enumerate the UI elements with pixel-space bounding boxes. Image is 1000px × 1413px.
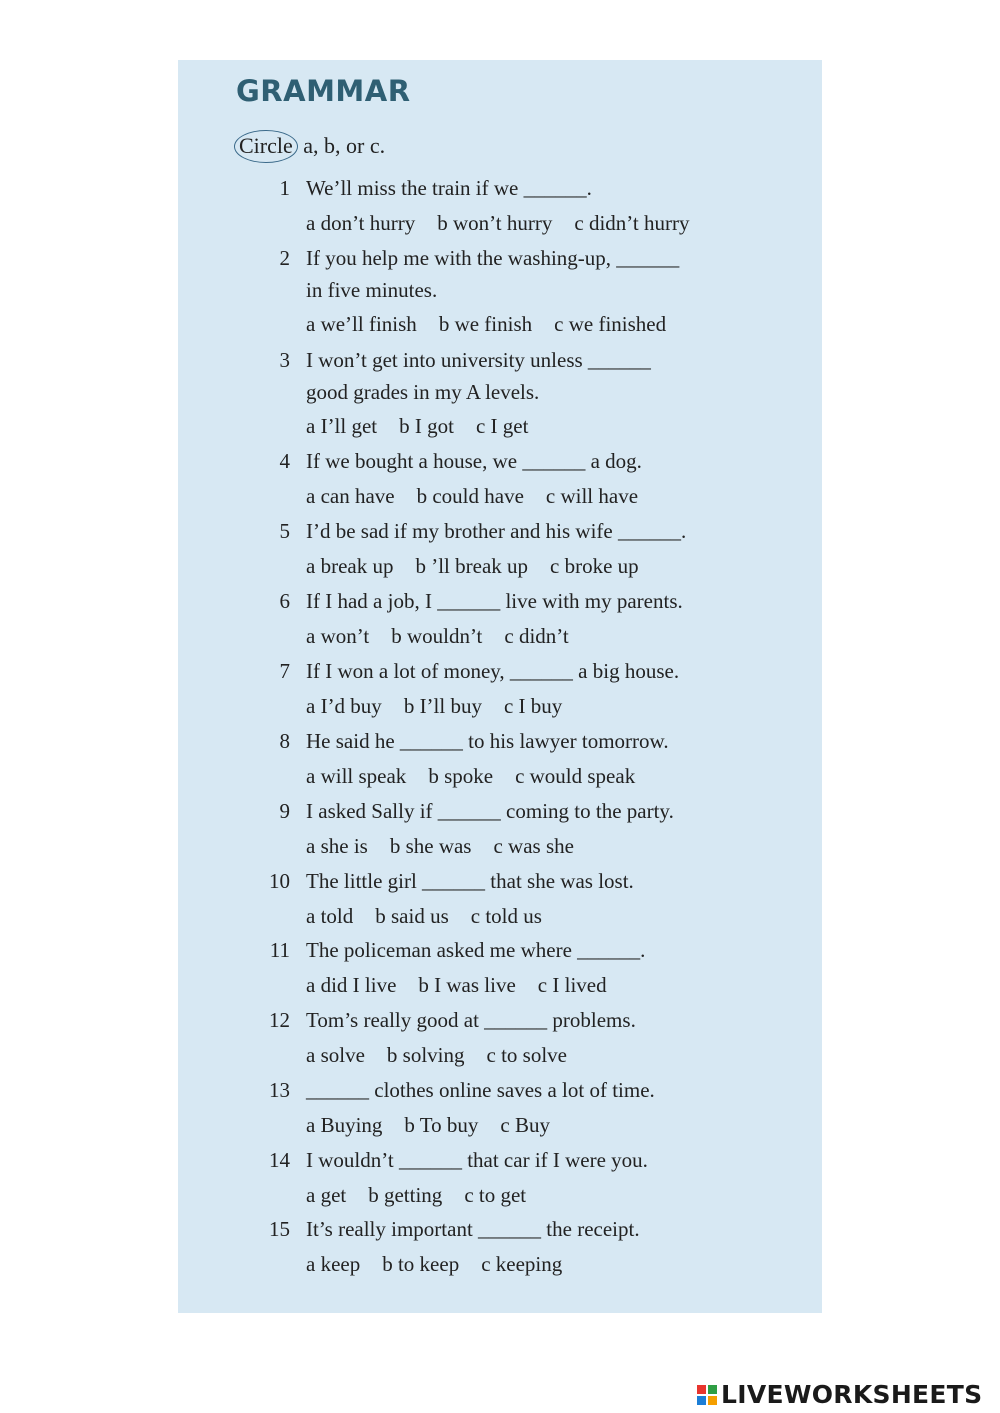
- instruction: [236, 130, 385, 163]
- question-stem: He said he ______ to his lawyer tomorrow.: [306, 729, 669, 753]
- logo-icon: [697, 1385, 717, 1405]
- answer-option-b[interactable]: b wouldn’t: [391, 624, 483, 648]
- question-stem: If we bought a house, we ______ a dog.: [306, 449, 642, 473]
- answer-option-b[interactable]: b ’ll break up: [415, 554, 529, 578]
- answer-option-c[interactable]: c didn’t: [504, 624, 569, 648]
- question-stem: It’s really important ______ the receipt.: [306, 1217, 640, 1241]
- answer-option-c[interactable]: c we finished: [554, 312, 667, 336]
- answer-option-c[interactable]: c to solve: [486, 1043, 567, 1067]
- answer-option-c[interactable]: c broke up: [550, 554, 639, 578]
- answer-options: [306, 1252, 584, 1277]
- answer-options: [306, 484, 660, 509]
- answer-options: [306, 904, 564, 929]
- answer-option-c[interactable]: c will have: [545, 484, 639, 508]
- question-stem: I won’t get into university unless ______: [306, 348, 651, 372]
- liveworksheets-logo: [697, 1380, 982, 1409]
- answer-option-c[interactable]: c told us: [470, 904, 542, 928]
- question-number: 1: [279, 176, 290, 200]
- answer-option-c[interactable]: c I get: [475, 414, 529, 438]
- question-number: 12: [269, 1008, 290, 1032]
- question-number: 4: [279, 449, 290, 473]
- question-stem: We’ll miss the train if we ______.: [306, 176, 592, 200]
- answer-option-b[interactable]: b she was: [389, 834, 472, 858]
- answer-option-a[interactable]: a did I live: [306, 973, 397, 997]
- answer-option-c[interactable]: c to get: [464, 1183, 527, 1207]
- question-number: 2: [279, 246, 290, 270]
- answer-option-c[interactable]: c was she: [493, 834, 574, 858]
- answer-option-a[interactable]: a told: [306, 904, 354, 928]
- answer-options: [306, 764, 657, 789]
- answer-options: [306, 1113, 572, 1138]
- question-stem: I wouldn’t ______ that car if I were you.: [306, 1148, 648, 1172]
- answer-option-b[interactable]: b we finish: [438, 312, 533, 336]
- answer-option-a[interactable]: a break up: [306, 554, 394, 578]
- question-number: 7: [279, 659, 290, 683]
- question-stem: I asked Sally if ______ coming to the party.: [306, 799, 674, 823]
- question-number: 10: [269, 869, 290, 893]
- question-number: 8: [279, 729, 290, 753]
- question-number: 6: [279, 589, 290, 613]
- answer-option-a[interactable]: a won’t: [306, 624, 370, 648]
- logo-text: LIVEWORKSHEETS: [721, 1380, 983, 1409]
- answer-option-b[interactable]: b To buy: [404, 1113, 479, 1137]
- question-stem: The little girl ______ that she was lost.: [306, 869, 634, 893]
- answer-option-b[interactable]: b I got: [399, 414, 454, 438]
- question-number: 5: [279, 519, 290, 543]
- answer-option-b[interactable]: b I was live: [418, 973, 516, 997]
- answer-option-a[interactable]: a don’t hurry: [306, 211, 416, 235]
- question-stem: If you help me with the washing-up, ______: [306, 246, 680, 270]
- question-stem: The policeman asked me where ______.: [306, 938, 646, 962]
- answer-option-b[interactable]: b getting: [368, 1183, 443, 1207]
- section-heading: GRAMMAR: [236, 74, 411, 108]
- question-stem: If I had a job, I ______ live with my parents.: [306, 589, 683, 613]
- answer-options: [306, 554, 661, 579]
- answer-option-b[interactable]: b could have: [416, 484, 524, 508]
- answer-option-b[interactable]: b to keep: [382, 1252, 460, 1276]
- answer-options: [306, 211, 711, 236]
- answer-options: [306, 694, 584, 719]
- question-number: 13: [269, 1078, 290, 1102]
- instruction-text: a, b, or c.: [297, 133, 386, 158]
- answer-option-a[interactable]: a get: [306, 1183, 347, 1207]
- answer-option-a[interactable]: a we’ll finish: [306, 312, 417, 336]
- answer-options: [306, 312, 688, 337]
- answer-options: [306, 1183, 548, 1208]
- question-stem: ______ clothes online saves a lot of time.: [306, 1078, 655, 1102]
- question-stem: I’d be sad if my brother and his wife ______.: [306, 519, 687, 543]
- question-number: 11: [269, 938, 290, 962]
- answer-option-a[interactable]: a Buying: [306, 1113, 383, 1137]
- answer-option-c[interactable]: c Buy: [500, 1113, 550, 1137]
- answer-option-a[interactable]: a I’ll get: [306, 414, 378, 438]
- answer-option-c[interactable]: c I lived: [537, 973, 607, 997]
- question-number: 15: [269, 1217, 290, 1241]
- answer-option-c[interactable]: c didn’t hurry: [574, 211, 690, 235]
- answer-option-c[interactable]: c would speak: [515, 764, 636, 788]
- answer-options: [306, 834, 596, 859]
- answer-option-c[interactable]: c I buy: [503, 694, 563, 718]
- question-number: 9: [279, 799, 290, 823]
- instruction-circled-word: Circle: [234, 130, 298, 163]
- question-number: 14: [269, 1148, 290, 1172]
- question-stem: Tom’s really good at ______ problems.: [306, 1008, 636, 1032]
- answer-option-a[interactable]: a keep: [306, 1252, 361, 1276]
- question-stem: in five minutes.: [306, 278, 438, 302]
- answer-option-a[interactable]: a can have: [306, 484, 395, 508]
- question-number: 3: [279, 348, 290, 372]
- answer-option-b[interactable]: b I’ll buy: [403, 694, 482, 718]
- answer-options: [306, 973, 629, 998]
- answer-option-c[interactable]: c keeping: [481, 1252, 563, 1276]
- answer-options: [306, 1043, 589, 1068]
- answer-option-b[interactable]: b won’t hurry: [437, 211, 553, 235]
- answer-options: [306, 624, 591, 649]
- question-stem: If I won a lot of money, ______ a big house.: [306, 659, 680, 683]
- question-stem: good grades in my A levels.: [306, 380, 540, 404]
- answer-option-a[interactable]: a I’d buy: [306, 694, 382, 718]
- answer-options: [306, 414, 550, 439]
- answer-option-a[interactable]: a solve: [306, 1043, 365, 1067]
- answer-option-b[interactable]: b solving: [386, 1043, 465, 1067]
- answer-option-a[interactable]: a she is: [306, 834, 368, 858]
- answer-option-a[interactable]: a will speak: [306, 764, 407, 788]
- answer-option-b[interactable]: b spoke: [428, 764, 494, 788]
- answer-option-b[interactable]: b said us: [375, 904, 449, 928]
